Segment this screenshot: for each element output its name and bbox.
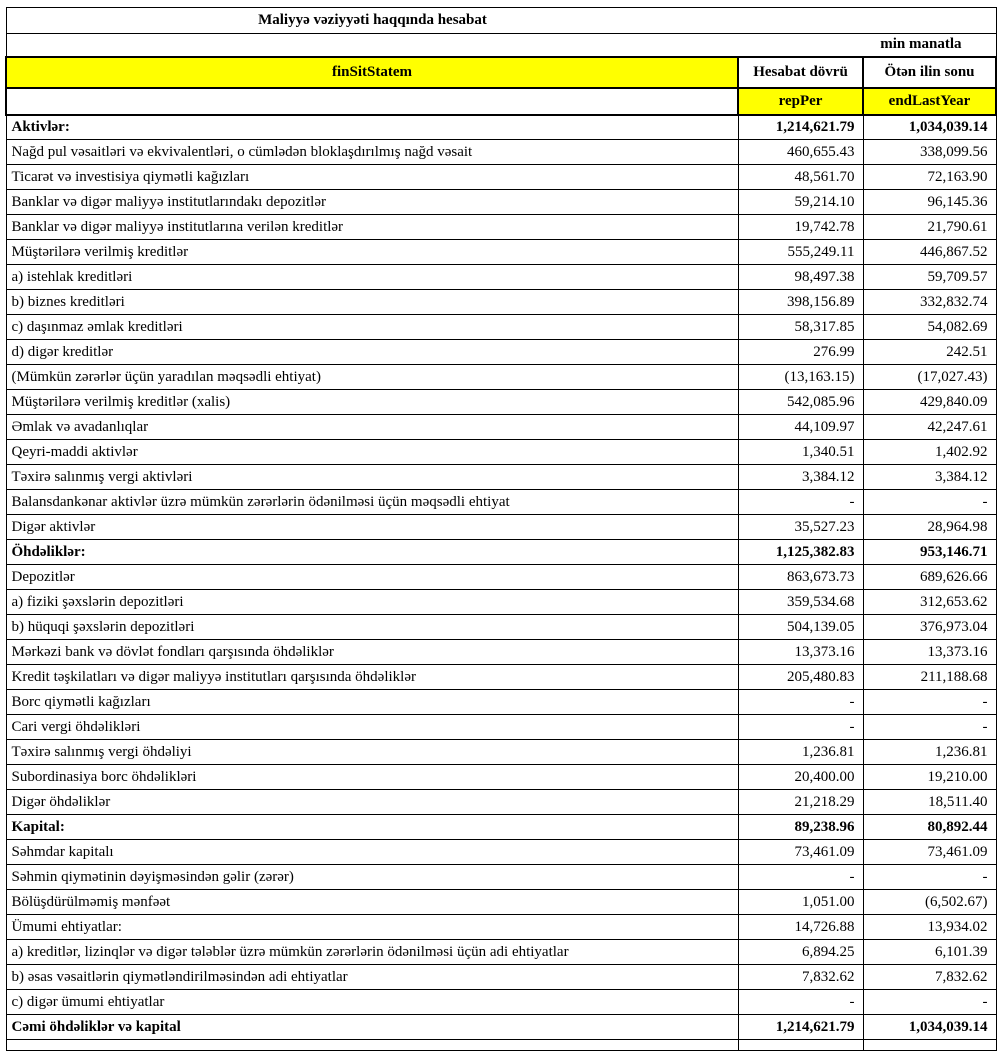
table-row bbox=[6, 290, 996, 315]
financial-statement-sheet bbox=[5, 7, 995, 1051]
row-value-lastyear: 211,188.68 bbox=[863, 665, 996, 690]
table-row bbox=[6, 940, 996, 965]
row-value-lastyear: - bbox=[863, 990, 996, 1015]
table-row bbox=[6, 540, 996, 565]
table-row bbox=[6, 990, 996, 1015]
column-header-period: Hesabat dövrü bbox=[738, 57, 863, 88]
row-value-lastyear: 7,832.62 bbox=[863, 965, 996, 990]
table-row bbox=[6, 390, 996, 415]
table-row bbox=[6, 865, 996, 890]
row-value-lastyear: 332,832.74 bbox=[863, 290, 996, 315]
row-label: Nağd pul vəsaitləri və ekvivalentləri, o cümlədən bloklaşdırılmış nağd vəsait bbox=[6, 140, 738, 165]
table-row bbox=[6, 590, 996, 615]
row-value-lastyear: 6,101.39 bbox=[863, 940, 996, 965]
row-value-lastyear: 953,146.71 bbox=[863, 540, 996, 565]
row-value-lastyear: 54,082.69 bbox=[863, 315, 996, 340]
table-row bbox=[6, 190, 996, 215]
row-label: Qeyri-maddi aktivlər bbox=[6, 440, 738, 465]
row-value-period: 1,051.00 bbox=[738, 890, 863, 915]
row-value-lastyear: 376,973.04 bbox=[863, 615, 996, 640]
row-value-period: 1,236.81 bbox=[738, 740, 863, 765]
table-row bbox=[6, 715, 996, 740]
row-value-lastyear: 312,653.62 bbox=[863, 590, 996, 615]
row-value-period: - bbox=[738, 865, 863, 890]
row-label: Təxirə salınmış vergi aktivləri bbox=[6, 465, 738, 490]
row-value-period: - bbox=[738, 490, 863, 515]
header-row bbox=[6, 57, 996, 88]
row-value-lastyear: 72,163.90 bbox=[863, 165, 996, 190]
row-value-lastyear: 59,709.57 bbox=[863, 265, 996, 290]
row-label: Bölüşdürülməmiş mənfəət bbox=[6, 890, 738, 915]
table-row bbox=[6, 890, 996, 915]
row-value-lastyear: 13,934.02 bbox=[863, 915, 996, 940]
table-row bbox=[6, 240, 996, 265]
row-value-period: 205,480.83 bbox=[738, 665, 863, 690]
table-body bbox=[6, 115, 996, 1040]
row-value-period: 14,726.88 bbox=[738, 915, 863, 940]
row-label: Mərkəzi bank və dövlət fondları qarşısında öhdəliklər bbox=[6, 640, 738, 665]
code-header-row bbox=[6, 88, 996, 115]
row-value-lastyear: (6,502.67) bbox=[863, 890, 996, 915]
row-value-period: 504,139.05 bbox=[738, 615, 863, 640]
row-value-period: 276.99 bbox=[738, 340, 863, 365]
row-value-period: 6,894.25 bbox=[738, 940, 863, 965]
table-row bbox=[6, 340, 996, 365]
table-row bbox=[6, 915, 996, 940]
row-label: d) digər kreditlər bbox=[6, 340, 738, 365]
code-header-lastyear: endLastYear bbox=[863, 88, 996, 115]
row-label: Səhmdar kapitalı bbox=[6, 840, 738, 865]
row-label: Digər aktivlər bbox=[6, 515, 738, 540]
row-value-lastyear: 73,461.09 bbox=[863, 840, 996, 865]
row-label: Müştərilərə verilmiş kreditlər bbox=[6, 240, 738, 265]
row-value-lastyear: 1,034,039.14 bbox=[863, 115, 996, 140]
table-row bbox=[6, 740, 996, 765]
unit-note: min manatla bbox=[6, 34, 996, 57]
row-value-period: 1,214,621.79 bbox=[738, 115, 863, 140]
table-row bbox=[6, 215, 996, 240]
row-label: Banklar və digər maliyyə institutlarındakı depozitlər bbox=[6, 190, 738, 215]
table-row bbox=[6, 440, 996, 465]
row-label: Cari vergi öhdəlikləri bbox=[6, 715, 738, 740]
table-row bbox=[6, 765, 996, 790]
row-value-period: - bbox=[738, 990, 863, 1015]
code-header-period: repPer bbox=[738, 88, 863, 115]
row-value-period: 359,534.68 bbox=[738, 590, 863, 615]
row-value-lastyear: - bbox=[863, 490, 996, 515]
row-value-period: 98,497.38 bbox=[738, 265, 863, 290]
row-value-period: 542,085.96 bbox=[738, 390, 863, 415]
row-value-lastyear: 96,145.36 bbox=[863, 190, 996, 215]
row-value-lastyear: 446,867.52 bbox=[863, 240, 996, 265]
row-value-lastyear: - bbox=[863, 715, 996, 740]
row-label: a) fiziki şəxslərin depozitləri bbox=[6, 590, 738, 615]
row-value-lastyear: 80,892.44 bbox=[863, 815, 996, 840]
row-value-lastyear: 1,236.81 bbox=[863, 740, 996, 765]
row-label: Təxirə salınmış vergi öhdəliyi bbox=[6, 740, 738, 765]
row-value-lastyear: 242.51 bbox=[863, 340, 996, 365]
table-row bbox=[6, 565, 996, 590]
spacer-cell bbox=[6, 1040, 738, 1051]
table-row bbox=[6, 265, 996, 290]
row-label: b) biznes kreditləri bbox=[6, 290, 738, 315]
table-row bbox=[6, 965, 996, 990]
row-value-period: 21,218.29 bbox=[738, 790, 863, 815]
row-label: a) istehlak kreditləri bbox=[6, 265, 738, 290]
table-row bbox=[6, 790, 996, 815]
row-label: Balansdankənar aktivlər üzrə mümkün zərərlərin ödənilməsi üçün məqsədli ehtiyat bbox=[6, 490, 738, 515]
row-value-period: 460,655.43 bbox=[738, 140, 863, 165]
table-row bbox=[6, 515, 996, 540]
row-label: Depozitlər bbox=[6, 565, 738, 590]
row-value-lastyear: - bbox=[863, 690, 996, 715]
table-row bbox=[6, 615, 996, 640]
row-value-period: 58,317.85 bbox=[738, 315, 863, 340]
spacer-row bbox=[6, 1040, 996, 1051]
row-label: a) kreditlər, lizinqlər və digər tələblər üzrə mümkün zərərlərin ödənilməsi üçün adi ehtiyatlar bbox=[6, 940, 738, 965]
spacer-cell bbox=[863, 1040, 996, 1051]
row-label: b) hüquqi şəxslərin depozitləri bbox=[6, 615, 738, 640]
row-value-period: 19,742.78 bbox=[738, 215, 863, 240]
row-value-lastyear: (17,027.43) bbox=[863, 365, 996, 390]
row-value-lastyear: 19,210.00 bbox=[863, 765, 996, 790]
row-label: Əmlak və avadanlıqlar bbox=[6, 415, 738, 440]
row-value-period: (13,163.15) bbox=[738, 365, 863, 390]
code-header-empty bbox=[6, 88, 738, 115]
table-row bbox=[6, 815, 996, 840]
row-label: Cəmi öhdəliklər və kapital bbox=[6, 1015, 738, 1040]
row-label: Kredit təşkilatları və digər maliyyə institutları qarşısında öhdəliklər bbox=[6, 665, 738, 690]
table-row bbox=[6, 140, 996, 165]
row-label: Subordinasiya borc öhdəlikləri bbox=[6, 765, 738, 790]
table-row bbox=[6, 640, 996, 665]
row-label: Aktivlər: bbox=[6, 115, 738, 140]
table-row bbox=[6, 365, 996, 390]
row-label: Digər öhdəliklər bbox=[6, 790, 738, 815]
row-value-lastyear: 3,384.12 bbox=[863, 465, 996, 490]
row-value-period: 44,109.97 bbox=[738, 415, 863, 440]
row-value-period: 35,527.23 bbox=[738, 515, 863, 540]
row-value-period: 20,400.00 bbox=[738, 765, 863, 790]
row-label: Banklar və digər maliyyə institutlarına verilən kreditlər bbox=[6, 215, 738, 240]
row-value-period: 1,340.51 bbox=[738, 440, 863, 465]
row-value-period: 1,125,382.83 bbox=[738, 540, 863, 565]
row-label: Səhmin qiymətinin dəyişməsindən gəlir (zərər) bbox=[6, 865, 738, 890]
row-value-lastyear: 13,373.16 bbox=[863, 640, 996, 665]
row-value-period: - bbox=[738, 715, 863, 740]
row-label: b) əsas vəsaitlərin qiymətləndirilməsindən adi ehtiyatlar bbox=[6, 965, 738, 990]
column-header-lastyear: Ötən ilin sonu bbox=[863, 57, 996, 88]
row-value-lastyear: 1,034,039.14 bbox=[863, 1015, 996, 1040]
row-value-lastyear: 429,840.09 bbox=[863, 390, 996, 415]
row-label: Öhdəliklər: bbox=[6, 540, 738, 565]
row-value-period: 48,561.70 bbox=[738, 165, 863, 190]
row-value-lastyear: 28,964.98 bbox=[863, 515, 996, 540]
title-row bbox=[6, 8, 996, 34]
page-title: Maliyyə vəziyyəti haqqında hesabat bbox=[258, 12, 487, 28]
row-value-period: 13,373.16 bbox=[738, 640, 863, 665]
row-value-lastyear: 689,626.66 bbox=[863, 565, 996, 590]
table-row bbox=[6, 315, 996, 340]
financial-statement-table bbox=[5, 7, 997, 1051]
row-label: Kapital: bbox=[6, 815, 738, 840]
spacer-cell bbox=[738, 1040, 863, 1051]
row-value-period: 863,673.73 bbox=[738, 565, 863, 590]
table-row bbox=[6, 465, 996, 490]
row-value-lastyear: 42,247.61 bbox=[863, 415, 996, 440]
row-value-period: 73,461.09 bbox=[738, 840, 863, 865]
title-cell bbox=[6, 8, 996, 34]
row-value-period: 3,384.12 bbox=[738, 465, 863, 490]
row-value-lastyear: 338,099.56 bbox=[863, 140, 996, 165]
row-value-period: 1,214,621.79 bbox=[738, 1015, 863, 1040]
unit-note-row bbox=[6, 34, 996, 57]
row-value-period: 555,249.11 bbox=[738, 240, 863, 265]
row-label: c) digər ümumi ehtiyatlar bbox=[6, 990, 738, 1015]
table-row bbox=[6, 665, 996, 690]
table-row bbox=[6, 115, 996, 140]
row-label: (Mümkün zərərlər üçün yaradılan məqsədli ehtiyat) bbox=[6, 365, 738, 390]
row-value-period: 398,156.89 bbox=[738, 290, 863, 315]
row-value-lastyear: 21,790.61 bbox=[863, 215, 996, 240]
row-label: Ticarət və investisiya qiymətli kağızları bbox=[6, 165, 738, 190]
row-value-lastyear: 18,511.40 bbox=[863, 790, 996, 815]
row-value-lastyear: 1,402.92 bbox=[863, 440, 996, 465]
row-label: c) daşınmaz əmlak kreditləri bbox=[6, 315, 738, 340]
row-value-period: - bbox=[738, 690, 863, 715]
row-label: Borc qiymətli kağızları bbox=[6, 690, 738, 715]
row-label: Müştərilərə verilmiş kreditlər (xalis) bbox=[6, 390, 738, 415]
row-value-period: 89,238.96 bbox=[738, 815, 863, 840]
row-value-lastyear: - bbox=[863, 865, 996, 890]
table-row bbox=[6, 690, 996, 715]
table-row bbox=[6, 415, 996, 440]
table-row bbox=[6, 490, 996, 515]
table-row bbox=[6, 1015, 996, 1040]
table-row bbox=[6, 165, 996, 190]
row-value-period: 7,832.62 bbox=[738, 965, 863, 990]
row-value-period: 59,214.10 bbox=[738, 190, 863, 215]
table-row bbox=[6, 840, 996, 865]
column-header-label: finSitStatem bbox=[6, 57, 738, 88]
row-label: Ümumi ehtiyatlar: bbox=[6, 915, 738, 940]
